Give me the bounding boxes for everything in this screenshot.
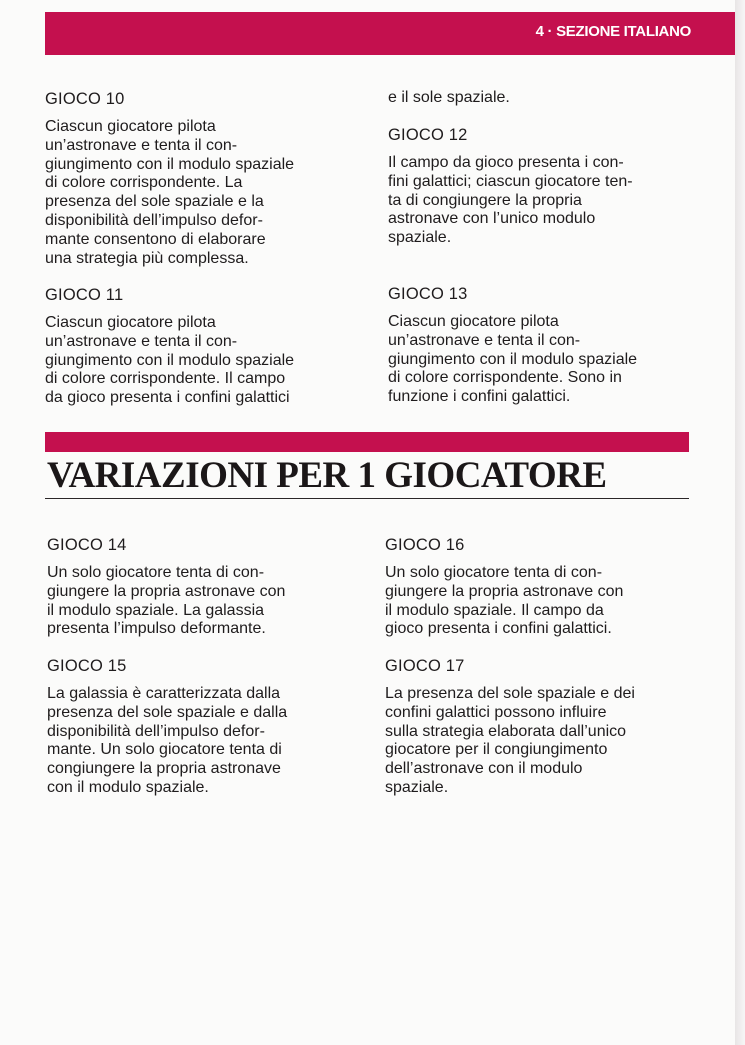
game-15-block [47,656,357,798]
page-edge [735,0,745,1045]
game-13-text: Ciascun giocatore pilota un’astronave e tenta il con- giungimento con il modulo spaziale di colore corrispondente. Sono in funzione i confini galattici. [388,313,638,406]
game-16-title: GIOCO 16 [385,536,465,554]
game-11-title: GIOCO 11 [45,286,124,304]
game-12-title: GIOCO 12 [388,126,468,144]
game-10-text: Ciascun giocatore pilota un’astronave e tenta il con- giungimento con il modulo spaziale di colore corrispondente. La presenza del sole spaziale e la disponibilità dell’impulso defor- mante consentono di elaborare una strategia più complessa. [45,118,295,267]
game-17-title: GIOCO 17 [385,657,465,675]
header-band [45,12,735,55]
game-11-block [45,285,355,408]
game-12-text: Il campo da gioco presenta i con- fini galattici; ciascun giocatore ten- ta di congiungere la propria astronave con l’unico modulo spaziale. [388,154,633,247]
section-band [45,432,689,452]
game-17-text: La presenza del sole spaziale e dei confini galattici possono influire sulla strategia elaborata dall’unico giocatore per il congiungimento dell’astronave con il modulo spaziale. [385,685,635,796]
game-10-block [45,89,355,268]
game-15-text: La galassia è caratterizzata dalla presenza del sole spaziale e dalla disponibilità dell’impulso defor- mante. Un solo giocatore tenta di congiungere la propria astronave con il modulo spaziale. [47,685,288,796]
game-16-text: Un solo giocatore tenta di con- giungere la propria astronave con il modulo spaziale. Il campo da gioco presenta i confini galattici. [385,564,624,638]
game-13-title: GIOCO 13 [388,285,468,303]
game-14-text: Un solo giocatore tenta di con- giungere la propria astronave con il modulo spaziale. La galassia presenta l’impulso deformante. [47,564,286,638]
game-11-continued-text: e il sole spaziale. [388,89,510,106]
game-12-block [388,125,698,248]
game-16-block [385,535,695,639]
section-label: 4 · SEZIONE ITALIANO [535,23,691,40]
game-17-block [385,656,695,798]
game-14-block [47,535,357,639]
game-11-text: Ciascun giocatore pilota un’astronave e tenta il con- giungimento con il modulo spaziale di colore corrispondente. Il campo da gioco presenta i confini galattici [45,314,295,407]
game-14-title: GIOCO 14 [47,536,127,554]
game-13-block [388,284,698,407]
game-10-title: GIOCO 10 [45,90,125,108]
section-heading: VARIAZIONI PER 1 GIOCATORE [47,455,607,496]
game-11-continued [388,89,698,108]
heading-rule [45,498,689,499]
game-15-title: GIOCO 15 [47,657,127,675]
